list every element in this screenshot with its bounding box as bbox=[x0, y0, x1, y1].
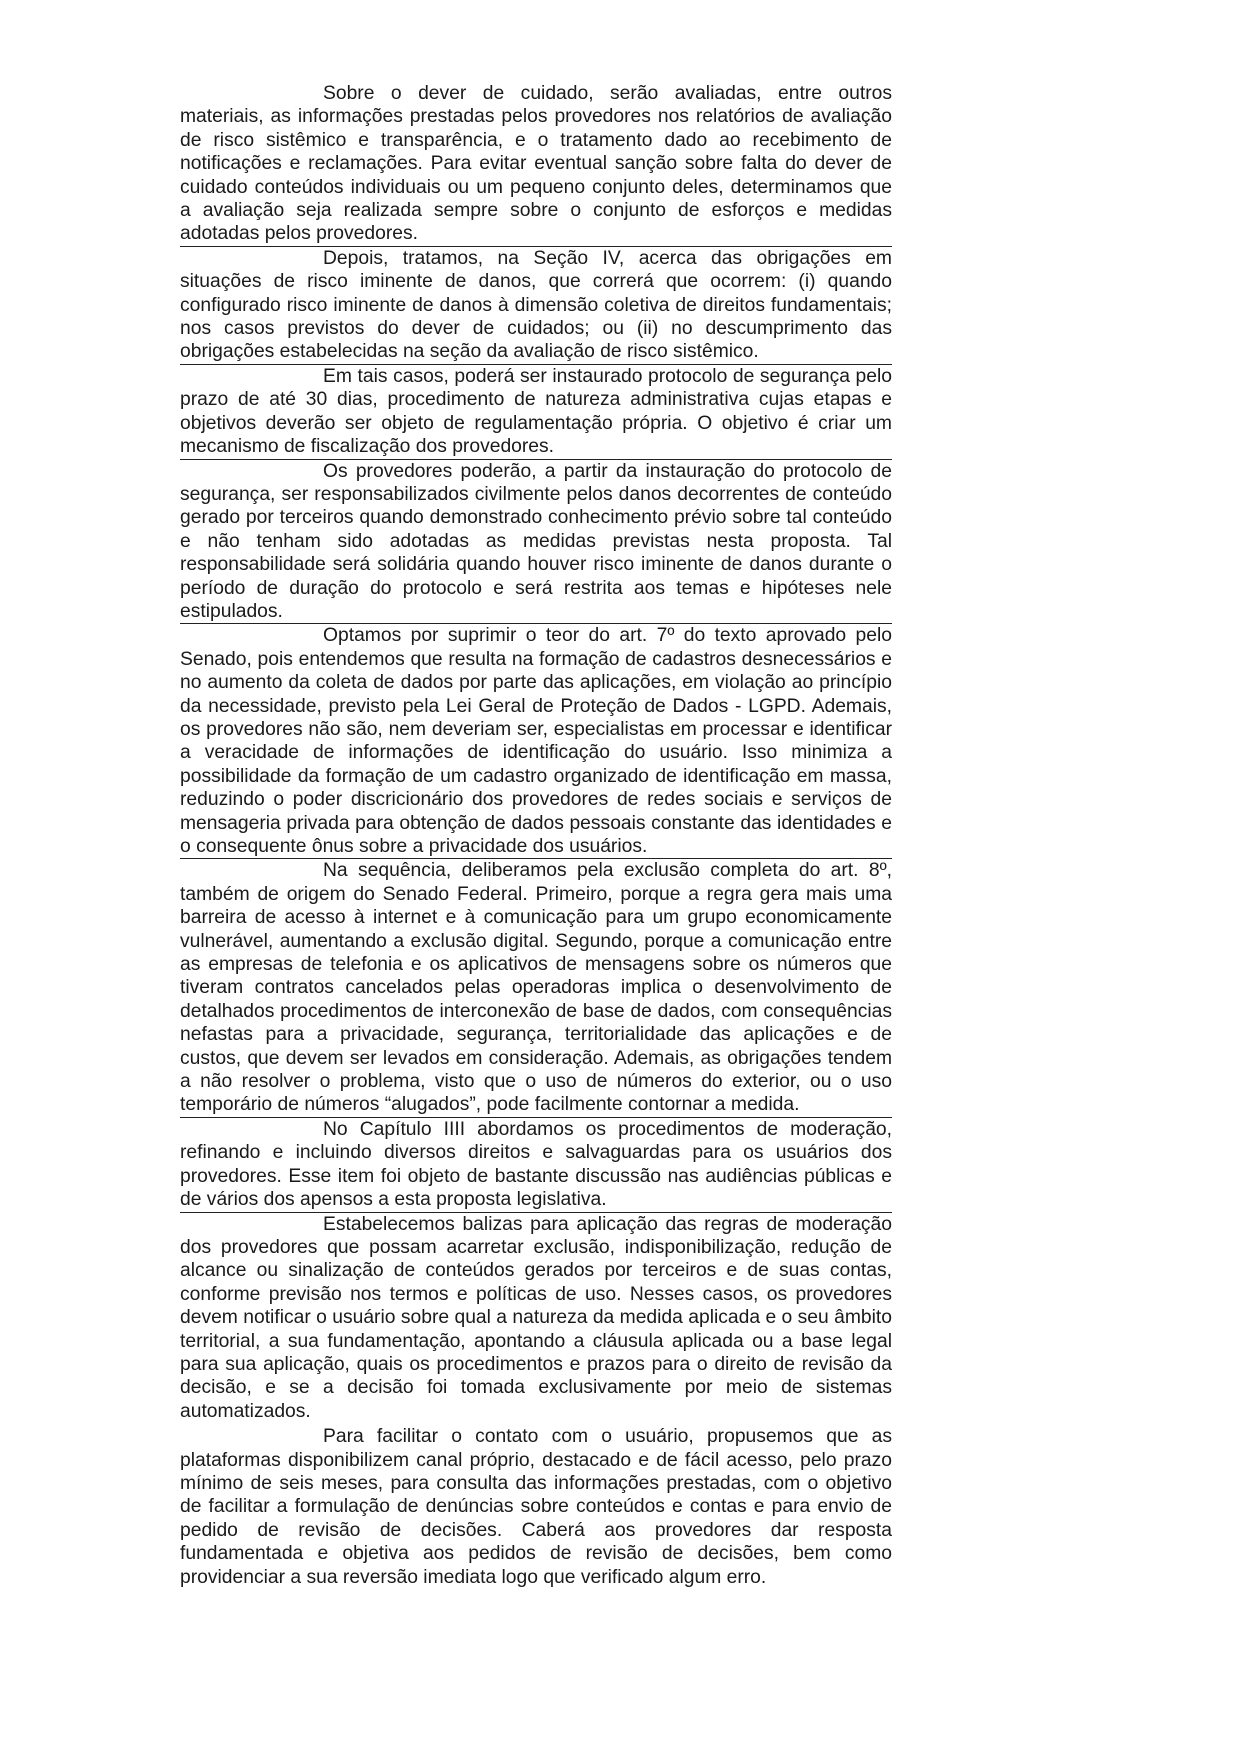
paragraph-capitulo-iii: No Capítulo IIII abordamos os procedimentos de moderação, refinando e incluindo diversos direitos e salvaguardas para os usuários dos provedores. Esse item foi objeto de bastante discussão nas audiências públicas e de vários dos apensos a esta proposta legislativa. bbox=[180, 1118, 892, 1213]
paragraph-art-7: Optamos por suprimir o teor do art. 7º do texto aprovado pelo Senado, pois entendemos que resulta na formação de cadastros desnecessários e no aumento da coleta de dados por parte das aplicações, em violação ao princípio da necessidade, previsto pela Lei Geral de Proteção de Dados - LGPD. Ademais, os provedores não são, nem deveriam ser, especialistas em processar e identificar a veracidade de informações de identificação do usuário. Isso minimiza a possibilidade da formação de um cadastro organizado de identificação em massa, reduzindo o poder discricionário dos provedores de redes sociais e serviços de mensageria privada para obtenção de dados pessoais constante das identidades e o consequente ônus sobre a privacidade dos usuários. bbox=[180, 624, 892, 859]
paragraph-balizas-moderacao: Estabelecemos balizas para aplicação das regras de moderação dos provedores que possam acarretar exclusão, indisponibilização, redução de alcance ou sinalização de conteúdos gerados por terceiros e de suas contas, conforme previsão nos termos e políticas de uso. Nesses casos, os provedores devem notificar o usuário sobre qual a natureza da medida aplicada e o seu âmbito territorial, a sua fundamentação, apontando a cláusula aplicada ou a base legal para sua aplicação, quais os procedimentos e prazos para o direito de revisão da decisão, e se a decisão foi tomada exclusivamente por meio de sistemas automatizados. bbox=[180, 1213, 892, 1422]
paragraph-dever-de-cuidado: Sobre o dever de cuidado, serão avaliadas, entre outros materiais, as informações prestadas pelos provedores nos relatórios de avaliação de risco sistêmico e transparência, e o tratamento dado ao recebimento de notificações e reclamações. Para evitar eventual sanção sobre falta do dever de cuidado conteúdos individuais ou um pequeno conjunto deles, determinamos que a avaliação seja realizada sempre sobre o conjunto de esforços e medidas adotadas pelos provedores. bbox=[180, 82, 892, 247]
paragraph-canal-proprio: Para facilitar o contato com o usuário, propusemos que as plataformas disponibilizem canal próprio, destacado e de fácil acesso, pelo prazo mínimo de seis meses, para consulta das informações prestadas, com o objetivo de facilitar a formulação de denúncias sobre conteúdos e contas e para envio de pedido de revisão de decisões. Caberá aos provedores dar resposta fundamentada e objetiva aos pedidos de revisão de decisões, bem como providenciar a sua reversão imediata logo que verificado algum erro. bbox=[180, 1426, 892, 1588]
paragraph-protocolo-seguranca: Em tais casos, poderá ser instaurado protocolo de segurança pelo prazo de até 30 dias, procedimento de natureza administrativa cujas etapas e objetivos deverão ser objeto de regulamentação própria. O objetivo é criar um mecanismo de fiscalização dos provedores. bbox=[180, 365, 892, 460]
paragraph-art-8: Na sequência, deliberamos pela exclusão completa do art. 8º, também de origem do Senado Federal. Primeiro, porque a regra gera mais uma barreira de acesso à internet e à comunicação para um grupo economicamente vulnerável, aumentando a exclusão digital. Segundo, porque a comunicação entre as empresas de telefonia e os aplicativos de mensagens sobre os números que tiveram contratos cancelados pelas operadoras implica o desenvolvimento de detalhados procedimentos de interconexão de base de dados, com consequências nefastas para a privacidade, segurança, territorialidade das aplicações e de custos, que devem ser levados em consideração. Ademais, as obrigações tendem a não resolver o problema, visto que o uso de números do exterior, ou o uso temporário de números “alugados”, pode facilmente contornar a medida. bbox=[180, 859, 892, 1117]
document-page bbox=[180, 82, 892, 1589]
paragraph-secao-iv: Depois, tratamos, na Seção IV, acerca das obrigações em situações de risco iminente de danos, que correrá que ocorrem: (i) quando configurado risco iminente de danos à dimensão coletiva de direitos fundamentais; nos casos previstos do dever de cuidados; ou (ii) no descumprimento das obrigações estabelecidas na seção da avaliação de risco sistêmico. bbox=[180, 247, 892, 365]
paragraph-responsabilidade-civil: Os provedores poderão, a partir da instauração do protocolo de segurança, ser responsabilizados civilmente pelos danos decorrentes de conteúdo gerado por terceiros quando demonstrado conhecimento prévio sobre tal conteúdo e não tenham sido adotadas as medidas previstas nesta proposta. Tal responsabilidade será solidária quando houver risco iminente de danos durante o período de duração do protocolo e será restrita aos temas e hipóteses nele estipulados. bbox=[180, 460, 892, 625]
